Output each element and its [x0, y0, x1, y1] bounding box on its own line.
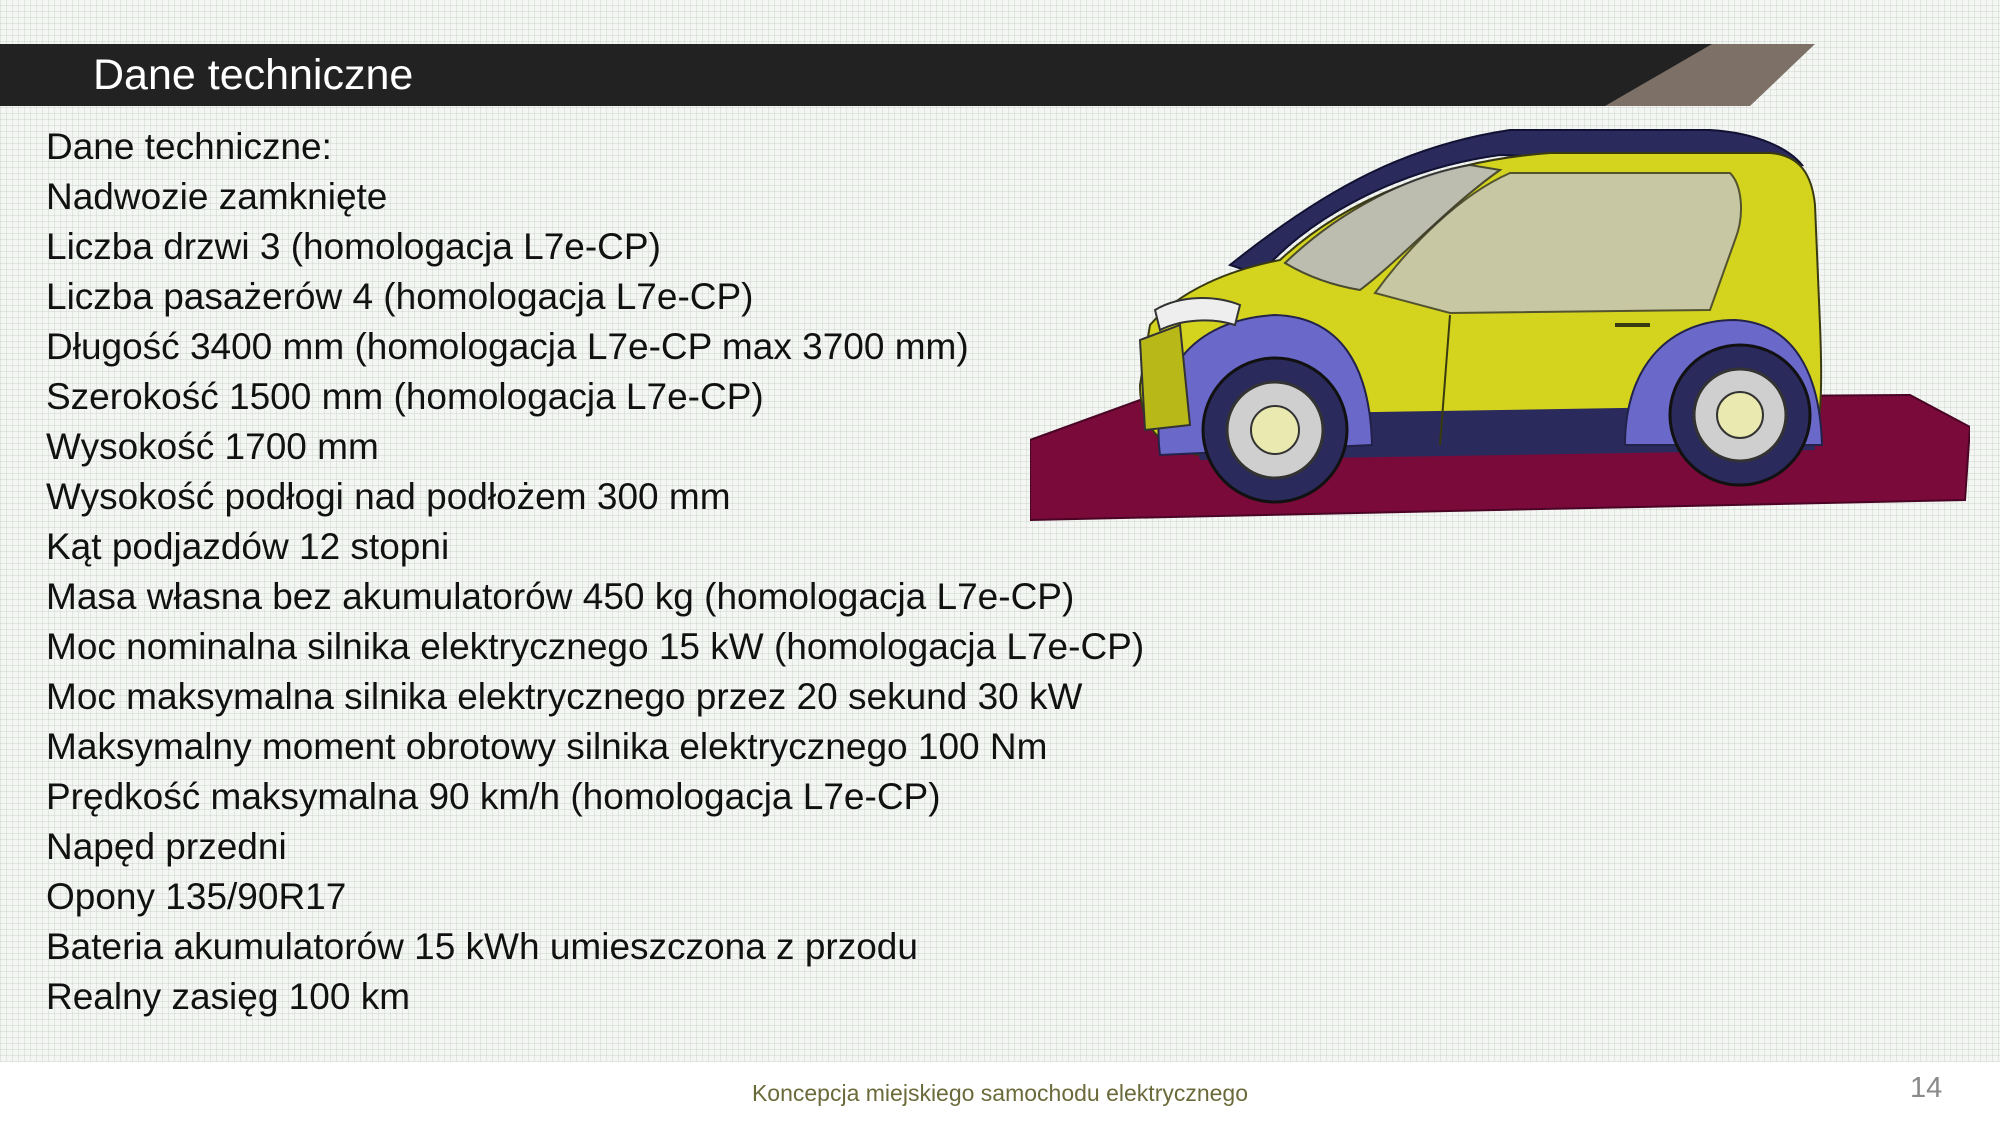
spec-item: Bateria akumulatorów 15 kWh umieszczona z przodu — [46, 926, 918, 967]
spec-list — [46, 122, 1144, 1022]
spec-item: Liczba drzwi 3 (homologacja L7e-CP) — [46, 226, 661, 267]
spec-item: Długość 3400 mm (homologacja L7e-CP max 3700 mm) — [46, 326, 969, 367]
spec-item: Szerokość 1500 mm (homologacja L7e-CP) — [46, 376, 764, 417]
spec-item: Kąt podjazdów 12 stopni — [46, 526, 450, 567]
spec-item: Nadwozie zamknięte — [46, 176, 388, 217]
spec-item: Moc nominalna silnika elektrycznego 15 kW (homologacja L7e-CP) — [46, 626, 1145, 667]
spec-item: Wysokość podłogi nad podłożem 300 mm — [46, 476, 731, 517]
spec-item: Realny zasięg 100 km — [46, 976, 411, 1017]
car-rear-wheel — [1670, 345, 1810, 485]
spec-item: Maksymalny moment obrotowy silnika elektrycznego 100 Nm — [46, 726, 1048, 767]
spec-item: Opony 135/90R17 — [46, 876, 347, 917]
spec-item: Liczba pasażerów 4 (homologacja L7e-CP) — [46, 276, 754, 317]
car-render-image — [1030, 125, 1970, 525]
spec-heading: Dane techniczne: — [46, 126, 332, 167]
spec-item: Masa własna bez akumulatorów 450 kg (homologacja L7e-CP) — [46, 576, 1075, 617]
car-front-grille — [1140, 325, 1190, 430]
page-number: 14 — [1910, 1072, 1943, 1104]
footer-caption: Koncepcja miejskiego samochodu elektrycznego — [751, 1080, 1249, 1106]
slide-title: Dane techniczne — [93, 51, 414, 99]
spec-item: Napęd przedni — [46, 826, 287, 867]
spec-item: Prędkość maksymalna 90 km/h (homologacja L7e-CP) — [46, 776, 941, 817]
car-front-wheel — [1203, 358, 1347, 502]
spec-item: Wysokość 1700 mm — [46, 426, 379, 467]
spec-item: Moc maksymalna silnika elektrycznego przez 20 sekund 30 kW — [46, 676, 1083, 717]
